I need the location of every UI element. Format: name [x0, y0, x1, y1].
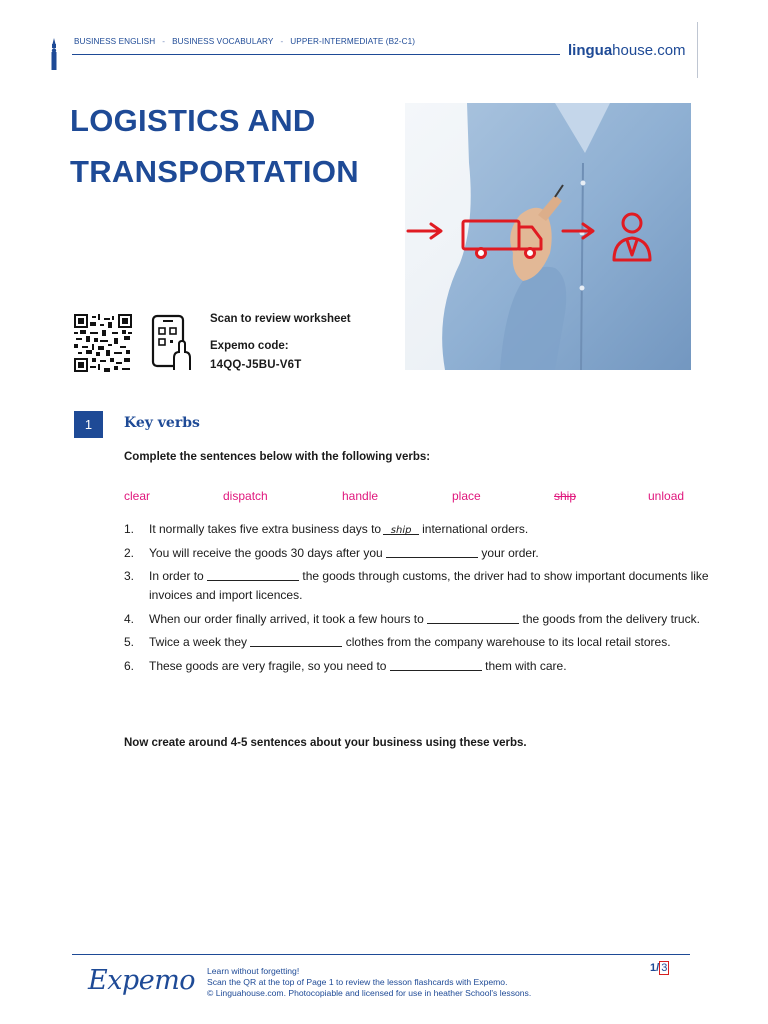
page-number: 1/ 3 — [650, 962, 668, 974]
breadcrumb-item[interactable]: BUSINESS ENGLISH — [74, 37, 156, 46]
answer-blank[interactable] — [390, 658, 482, 671]
sentence-list — [124, 520, 714, 680]
answer-blank[interactable] — [250, 634, 342, 647]
answer-blank[interactable] — [207, 568, 299, 581]
word-bank-verb: handle — [342, 489, 379, 503]
footer-divider — [72, 954, 690, 955]
vertical-divider — [697, 22, 698, 78]
sentence-item: 1. It normally takes five extra business days to ship international orders. — [124, 522, 529, 536]
expemo-code-value: 14QQ-J5BU-V6T — [210, 359, 302, 371]
footer-line: Scan the QR at the top of Page 1 to review the lesson flashcards with Expemo. — [207, 977, 508, 988]
scan-label: Scan to review worksheet — [210, 313, 351, 325]
followup-instruction: Now create around 4-5 sentences about your business using these verbs. — [124, 737, 527, 749]
breadcrumb-item[interactable]: BUSINESS VOCABULARY — [172, 37, 274, 46]
title-line: LOGISTICS AND — [70, 103, 316, 138]
phone-scan-icon — [150, 314, 192, 370]
linguahouse-logo[interactable]: linguahouse.com — [568, 42, 686, 59]
word-bank-verb: clear — [124, 489, 151, 503]
hero-image — [405, 103, 691, 370]
expemo-code-label: Expemo code: — [210, 340, 289, 352]
big-ben-icon — [49, 38, 59, 70]
breadcrumb: BUSINESS ENGLISH - BUSINESS VOCABULARY - UPPER-INTERMEDIATE (B2-C1) — [74, 37, 416, 46]
footer-line: Learn without forgetting! — [207, 966, 300, 976]
sentence-item: 6. These goods are very fragile, so you need to them with care. — [124, 658, 567, 673]
sentence-item: 2. You will receive the goods 30 days after you your order. — [124, 545, 539, 560]
word-bank-verb: dispatch — [223, 489, 268, 503]
page-total[interactable]: 3 — [661, 962, 668, 974]
word-bank-verb-used: ship — [554, 489, 577, 503]
page-title — [70, 95, 400, 197]
header-divider — [72, 54, 560, 55]
section-number-badge: 1 — [74, 411, 103, 438]
title-line: TRANSPORTATION — [70, 154, 359, 189]
breadcrumb-item[interactable]: UPPER-INTERMEDIATE (B2-C1) — [290, 37, 416, 46]
answer-blank[interactable] — [427, 611, 519, 624]
answer-blank-filled[interactable]: ship — [383, 521, 419, 535]
qr-code-icon[interactable] — [74, 314, 132, 372]
section-title: Key verbs — [124, 415, 200, 431]
sentence-item: 3. In order to the goods through customs, the driver had to show important documents like invoices and import licences. — [124, 569, 709, 602]
word-bank-verb: place — [452, 489, 481, 503]
footer-text — [207, 966, 531, 1000]
answer-blank[interactable] — [386, 545, 478, 558]
exercise-instruction: Complete the sentences below with the following verbs: — [124, 451, 431, 463]
footer-line: © Linguahouse.com. Photocopiable and licensed for use in heather School's lessons. — [207, 988, 532, 999]
sentence-item: 4. When our order finally arrived, it took a few hours to the goods from the delivery truck. — [124, 611, 700, 626]
sentence-item: 5. Twice a week they clothes from the company warehouse to its local retail stores. — [124, 635, 671, 649]
expemo-logo[interactable]: Expemo — [88, 965, 196, 996]
word-bank-verb: unload — [648, 489, 685, 503]
